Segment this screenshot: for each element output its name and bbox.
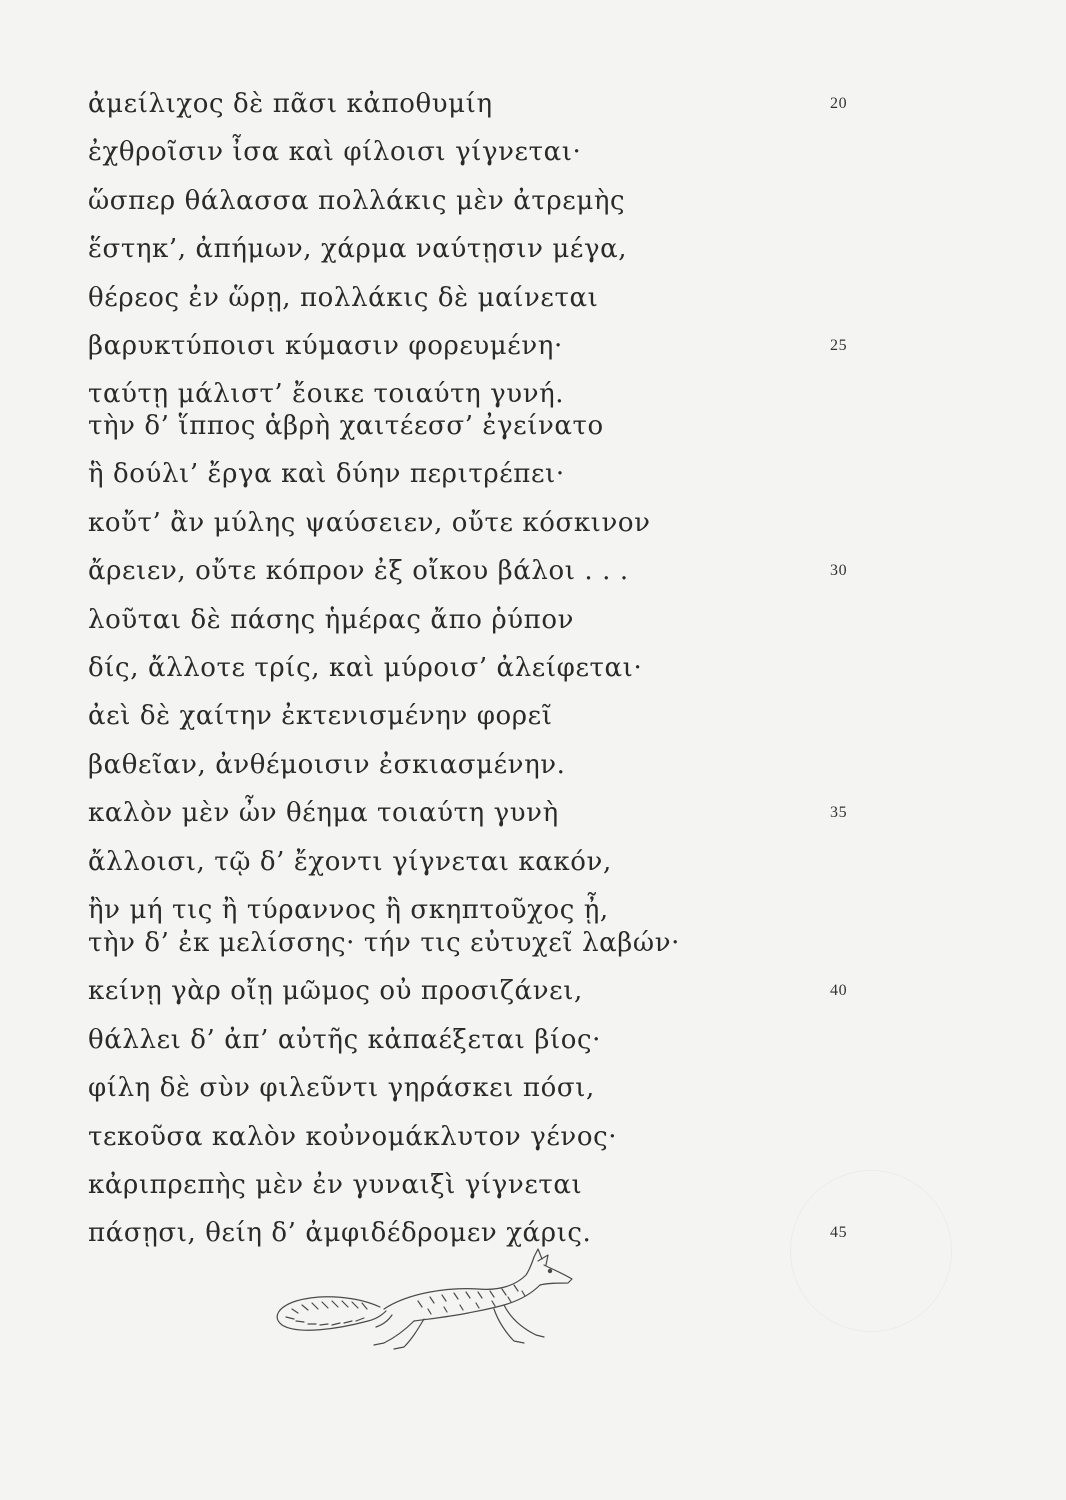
verse-text: ὥσπερ θάλασσα πολλάκις μὲν ἀτρεμὴς <box>88 185 626 216</box>
verse-text: καλὸν μὲν ὦν θέημα τοιαύτη γυνὴ <box>88 798 559 829</box>
stanza-2 <box>88 402 848 934</box>
verse-line <box>88 596 788 644</box>
line-number: 20 <box>830 95 848 112</box>
verse-line <box>88 1064 788 1112</box>
verse-line <box>88 225 788 273</box>
verse-text: φίλη δὲ σὺν φιλεῦντι γηράσκει πόσι, <box>88 1073 595 1104</box>
verse-line <box>88 402 788 450</box>
verse-line <box>88 644 788 692</box>
stanza-1 <box>88 80 848 419</box>
verse-text: βαρυκτύποισι κύμασιν φορευμένη· <box>88 330 563 361</box>
line-number: 25 <box>830 336 848 354</box>
verse-line <box>88 1113 788 1161</box>
verse-line <box>88 128 788 176</box>
verse-text: θάλλει δ’ ἀπ’ αὐτῆς κἀπαέξεται βίος· <box>88 1024 602 1055</box>
verse-line <box>88 967 848 1015</box>
verse-text: ἀεὶ δὲ χαίτην ἐκτενισμένην φορεῖ <box>88 701 553 732</box>
verse-text: τὴν δ’ ἵππος ἁβρὴ χαιτέεσσ’ ἐγείνατο <box>88 411 604 441</box>
verse-text: κἀριπρεπὴς μὲν ἐν γυναιξὶ γίγνεται <box>88 1169 583 1200</box>
verse-text: ἕστηκ’, ἀπήμων, χάρμα ναύτῃσιν μέγα, <box>88 234 628 265</box>
verse-line <box>88 322 848 370</box>
verse-text: ἢν μή τις ἢ τύραννος ἢ σκηπτοῦχος ᾖ, <box>88 894 609 925</box>
verse-line <box>88 741 788 789</box>
verse-text: λοῦται δὲ πάσης ἡμέρας ἄπο ῥύπον <box>88 604 575 635</box>
verse-line <box>88 838 788 886</box>
verse-text: δίς, ἄλλοτε τρίς, καὶ μύροισ’ ἀλείφεται· <box>88 652 643 683</box>
line-number: 30 <box>830 562 848 580</box>
verse-line <box>88 80 848 128</box>
fox-illustration-icon <box>268 1245 578 1355</box>
verse-line <box>88 177 788 225</box>
verse-text: τὴν δ’ ἐκ μελίσσης· τήν τις εὐτυχεῖ λαβών· <box>88 928 681 958</box>
verse-line <box>88 450 788 498</box>
verse-text: κείνῃ γὰρ οἴῃ μῶμος οὐ προσιζάνει, <box>88 976 583 1007</box>
line-number: 35 <box>830 804 848 822</box>
verse-text: πάσῃσι, θείη δ’ ἀμφιδέδρομεν χάρις. <box>88 1218 592 1249</box>
line-number: 45 <box>830 1224 848 1242</box>
verse-text: τεκοῦσα καλὸν κοὐνομάκλυτον γένος· <box>88 1121 618 1152</box>
verse-text: ἐχθροῖσιν ἶσα καὶ φίλοισι γίγνεται· <box>88 137 582 168</box>
verse-text: βαθεῖαν, ἀνθέμοισιν ἐσκιασμένην. <box>88 749 566 780</box>
verse-text: ἣ δούλι’ ἔργα καὶ δύην περιτρέπει· <box>88 459 565 490</box>
verse-line <box>88 274 788 322</box>
verse-line <box>88 1161 788 1209</box>
verse-line <box>88 789 848 837</box>
verse-text: ἄλλοισι, τῷ δ’ ἔχοντι γίγνεται κακόν, <box>88 846 612 877</box>
verse-line <box>88 547 848 595</box>
verse-line <box>88 1016 788 1064</box>
verse-text: ταύτῃ μάλιστ’ ἔοικε τοιαύτη γυνή. <box>88 379 565 410</box>
verse-text: κοὔτ’ ἂν μύλης ψαύσειεν, οὔτε κόσκινον <box>88 507 651 538</box>
verse-text: ἀμείλιχος δὲ πᾶσι κἀποθυμίη <box>88 89 493 119</box>
verse-text: θέρεος ἐν ὥρῃ, πολλάκις δὲ μαίνεται <box>88 282 599 313</box>
verse-line <box>88 692 788 740</box>
stanza-3 <box>88 919 848 1258</box>
line-number: 40 <box>830 982 848 1000</box>
verse-line <box>88 499 788 547</box>
show-through-mark <box>790 1170 952 1332</box>
verse-line <box>88 919 788 967</box>
verse-text: ἄρειεν, οὔτε κόπρον ἐξ οἴκου βάλοι . . . <box>88 556 629 587</box>
